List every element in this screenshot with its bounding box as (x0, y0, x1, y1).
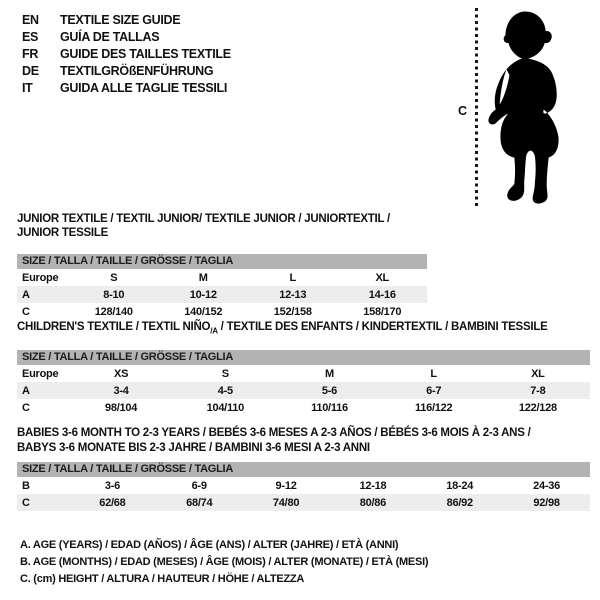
babies-textile-section (17, 426, 590, 511)
age-cell: 12-13 (248, 286, 338, 303)
height-cell: 152/158 (273, 305, 312, 318)
row-label: C (22, 401, 30, 414)
months-cell: 6-9 (191, 479, 207, 492)
months-cell: 24-36 (533, 479, 561, 492)
height-cell: 86/92 (416, 494, 503, 511)
height-cell: 62/68 (69, 494, 156, 511)
height-cell: 128/140 (94, 305, 133, 318)
size-header-bar: SIZE / TALLA / TAILLE / GRÖSSE / TAGLIA (17, 254, 427, 269)
height-cell: 98/104 (105, 401, 138, 414)
table-row (17, 494, 590, 511)
row-label: B (22, 479, 30, 492)
table-row (17, 382, 590, 399)
size-cell: S (110, 271, 118, 284)
size-cell: S (221, 367, 229, 380)
language-code: ES (22, 30, 39, 44)
table-row (17, 269, 427, 286)
size-cell: XS (114, 367, 129, 380)
age-cell: 4-5 (173, 382, 277, 399)
title-line-1: BABIES 3-6 MONTH TO 2-3 YEARS / BEBÉS 3-6 MESES A 2-3 AÑOS / BÉBÉS 3-6 MOIS À 2-3 ANS / (17, 427, 531, 439)
language-row-it (22, 80, 231, 97)
age-cell: 8-10 (69, 286, 159, 303)
language-code: EN (22, 13, 39, 27)
height-cell: 68/74 (156, 494, 243, 511)
baby-figure (450, 4, 598, 216)
height-cell: 74/80 (243, 494, 330, 511)
table-row (17, 477, 590, 494)
age-cell: 14-16 (338, 286, 428, 303)
language-label: TEXTILE SIZE GUIDE (60, 13, 181, 27)
size-cell: L (289, 271, 296, 284)
legend-notes (20, 537, 428, 588)
title-text: / TEXTILE DES ENFANTS / KINDERTEXTIL / BAMBINI TESSILE (217, 321, 548, 333)
language-code: DE (22, 64, 39, 78)
junior-size-table (17, 254, 427, 320)
size-cell: L (430, 367, 437, 380)
age-cell: 10-12 (159, 286, 249, 303)
height-cell: 116/122 (414, 401, 453, 414)
height-measure-label: C (458, 104, 468, 118)
height-cell: 80/86 (329, 494, 416, 511)
age-cell: 6-7 (382, 382, 486, 399)
children-table-title (17, 320, 590, 338)
height-cell: 110/116 (311, 401, 348, 414)
title-subscript: /A (210, 326, 218, 336)
note-age-years: A. AGE (YEARS) / EDAD (AÑOS) / ÂGE (ANS) / ALTER (JAHRE) / ETÀ (ANNI) (20, 539, 399, 551)
babies-table-title (17, 426, 590, 456)
children-size-table (17, 350, 590, 416)
language-row-de (22, 63, 231, 80)
row-label: C (22, 305, 30, 318)
size-header-bar: SIZE / TALLA / TAILLE / GRÖSSE / TAGLIA (17, 462, 590, 477)
height-cell: 104/110 (206, 401, 244, 414)
row-label: Europe (22, 271, 59, 284)
babies-size-table (17, 462, 590, 511)
height-cell: 140/152 (184, 305, 223, 318)
language-row-es (22, 29, 231, 46)
age-cell: 5-6 (277, 382, 381, 399)
language-row-en (22, 12, 231, 29)
note-height-cm: C. (cm) HEIGHT / ALTURA / HAUTEUR / HÖHE / ALTEZZA (20, 573, 305, 585)
size-cell: M (198, 271, 208, 284)
height-cell: 122/128 (518, 401, 557, 414)
note-age-months: B. AGE (MONTHS) / EDAD (MESES) / ÂGE (MOIS) / ALTER (MONATE) / ETÀ (MESI) (20, 556, 429, 568)
months-cell: 9-12 (275, 479, 297, 492)
title-line-2: BABYS 3-6 MONATE BIS 2-3 JAHRE / BAMBINI 3-6 MESI A 2-3 ANNI (17, 442, 370, 454)
size-cell: XL (375, 271, 390, 284)
size-header-bar: SIZE / TALLA / TAILLE / GRÖSSE / TAGLIA (17, 350, 590, 365)
months-cell: 3-6 (104, 479, 120, 492)
table-row (17, 365, 590, 382)
age-cell: 3-4 (69, 382, 173, 399)
size-cell: M (325, 367, 334, 380)
height-cell: 92/98 (503, 494, 590, 511)
language-label: TEXTILGRÖßENFÜHRUNG (60, 64, 214, 78)
age-cell: 7-8 (486, 382, 590, 399)
table-row (17, 399, 590, 416)
children-textile-section (17, 320, 590, 416)
baby-silhouette-icon (482, 6, 580, 212)
title-text: CHILDREN'S TEXTILE / TEXTIL NIÑO (17, 321, 211, 333)
language-code: IT (22, 81, 33, 95)
language-code: FR (22, 47, 39, 61)
row-label: A (17, 286, 69, 303)
height-cell: 158/170 (363, 305, 402, 318)
language-label: GUIDA ALLE TAGLIE TESSILI (60, 81, 228, 95)
language-row-fr (22, 46, 231, 63)
size-cell: XL (531, 367, 545, 380)
language-label: GUIDE DES TAILLES TEXTILE (60, 47, 231, 61)
table-row (17, 303, 427, 320)
language-label: GUÍA DE TALLAS (60, 30, 160, 44)
height-dashed-line (475, 8, 478, 208)
table-row (17, 286, 427, 303)
months-cell: 18-24 (446, 479, 474, 492)
junior-textile-section (17, 212, 427, 320)
language-list (22, 12, 231, 97)
row-label: C (17, 494, 69, 511)
row-label: A (17, 382, 69, 399)
months-cell: 12-18 (359, 479, 387, 492)
junior-table-title: JUNIOR TEXTILE / TEXTIL JUNIOR/ TEXTILE JUNIOR / JUNIORTEXTIL / JUNIOR TESSILE (17, 213, 390, 239)
row-label: Europe (22, 367, 59, 380)
